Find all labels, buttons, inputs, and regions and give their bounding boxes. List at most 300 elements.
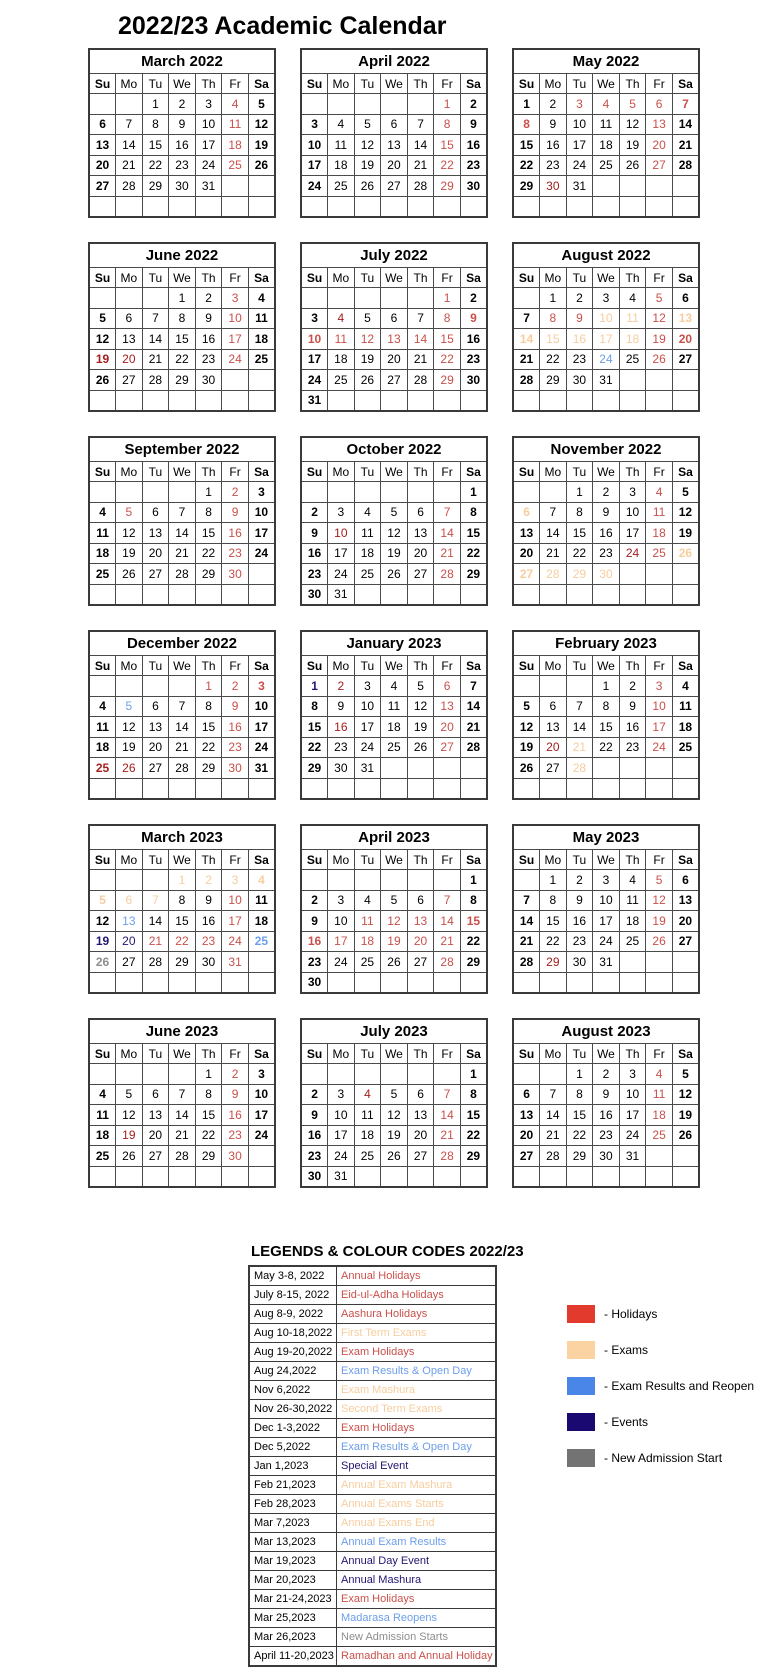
empty-cell bbox=[619, 584, 646, 605]
day-cell: 30 bbox=[460, 370, 487, 391]
empty-cell bbox=[89, 778, 116, 799]
day-header-tu: Tu bbox=[142, 462, 169, 482]
day-cell: 29 bbox=[566, 1146, 593, 1167]
day-cell: 5 bbox=[248, 94, 275, 115]
legend-event: Exam Holidays bbox=[337, 1419, 497, 1438]
day-cell: 10 bbox=[328, 523, 355, 544]
day-cell: 30 bbox=[301, 584, 328, 605]
legend-event: Special Event bbox=[337, 1457, 497, 1476]
day-header-tu: Tu bbox=[142, 850, 169, 870]
day-cell: 20 bbox=[116, 931, 143, 952]
day-cell: 14 bbox=[672, 114, 699, 135]
legend-event: Exam Results & Open Day bbox=[337, 1362, 497, 1381]
day-cell: 30 bbox=[222, 564, 249, 585]
empty-cell bbox=[434, 584, 461, 605]
day-cell: 23 bbox=[540, 155, 567, 176]
day-cell: 3 bbox=[619, 1064, 646, 1085]
day-cell: 21 bbox=[540, 543, 567, 564]
empty-cell bbox=[248, 390, 275, 411]
day-cell: 4 bbox=[328, 308, 355, 329]
empty-cell bbox=[301, 870, 328, 891]
legend-event: Annual Exam Mashura bbox=[337, 1476, 497, 1495]
empty-cell bbox=[354, 1064, 381, 1085]
day-header-sa: Sa bbox=[460, 462, 487, 482]
day-header-sa: Sa bbox=[672, 1044, 699, 1064]
day-cell: 26 bbox=[354, 176, 381, 197]
day-cell: 21 bbox=[460, 717, 487, 738]
day-header-su: Su bbox=[89, 462, 116, 482]
day-cell: 21 bbox=[169, 543, 196, 564]
day-header-sa: Sa bbox=[248, 1044, 275, 1064]
day-header-sa: Sa bbox=[248, 268, 275, 288]
day-cell: 14 bbox=[407, 135, 434, 156]
legend-row bbox=[249, 1552, 496, 1571]
empty-cell bbox=[566, 584, 593, 605]
day-cell: 26 bbox=[116, 564, 143, 585]
day-cell: 7 bbox=[169, 1084, 196, 1105]
day-cell: 11 bbox=[354, 911, 381, 932]
day-cell: 19 bbox=[672, 1105, 699, 1126]
day-cell: 24 bbox=[354, 737, 381, 758]
day-header-we: We bbox=[169, 1044, 196, 1064]
day-cell: 14 bbox=[169, 523, 196, 544]
day-header-sa: Sa bbox=[248, 74, 275, 94]
month-calendar-february-2023 bbox=[512, 630, 700, 800]
day-cell: 5 bbox=[116, 696, 143, 717]
day-cell: 3 bbox=[301, 114, 328, 135]
empty-cell bbox=[354, 870, 381, 891]
empty-cell bbox=[381, 584, 408, 605]
day-cell: 13 bbox=[407, 523, 434, 544]
empty-cell bbox=[619, 196, 646, 217]
day-header-th: Th bbox=[195, 850, 222, 870]
day-cell: 20 bbox=[381, 349, 408, 370]
day-header-tu: Tu bbox=[354, 462, 381, 482]
day-cell: 22 bbox=[142, 155, 169, 176]
month-calendar-may-2023 bbox=[512, 824, 700, 994]
empty-cell bbox=[672, 778, 699, 799]
day-cell: 19 bbox=[116, 1125, 143, 1146]
empty-cell bbox=[593, 196, 620, 217]
day-cell: 3 bbox=[301, 308, 328, 329]
empty-cell bbox=[222, 778, 249, 799]
day-cell: 31 bbox=[619, 1146, 646, 1167]
day-cell: 5 bbox=[407, 676, 434, 697]
day-cell: 20 bbox=[672, 911, 699, 932]
day-cell: 29 bbox=[142, 176, 169, 197]
empty-cell bbox=[328, 778, 355, 799]
day-cell: 25 bbox=[593, 155, 620, 176]
day-cell: 2 bbox=[460, 288, 487, 309]
empty-cell bbox=[434, 390, 461, 411]
day-cell: 17 bbox=[328, 1125, 355, 1146]
day-cell: 12 bbox=[89, 911, 116, 932]
day-header-mo: Mo bbox=[116, 268, 143, 288]
day-header-sa: Sa bbox=[460, 74, 487, 94]
day-cell: 2 bbox=[593, 1064, 620, 1085]
day-cell: 1 bbox=[195, 676, 222, 697]
empty-cell bbox=[222, 196, 249, 217]
color-swatch-icon bbox=[567, 1377, 595, 1395]
day-cell: 28 bbox=[513, 952, 540, 973]
day-cell: 7 bbox=[540, 1084, 567, 1105]
day-cell: 2 bbox=[195, 870, 222, 891]
day-cell: 23 bbox=[195, 349, 222, 370]
day-cell: 27 bbox=[89, 176, 116, 197]
day-cell: 29 bbox=[566, 564, 593, 585]
day-cell: 9 bbox=[222, 502, 249, 523]
day-cell: 8 bbox=[301, 696, 328, 717]
empty-cell bbox=[381, 482, 408, 503]
day-header-su: Su bbox=[89, 268, 116, 288]
day-cell: 31 bbox=[328, 1166, 355, 1187]
color-swatches bbox=[567, 1305, 754, 1485]
day-cell: 27 bbox=[142, 564, 169, 585]
day-cell: 13 bbox=[142, 717, 169, 738]
day-cell: 22 bbox=[195, 543, 222, 564]
day-cell: 24 bbox=[593, 349, 620, 370]
legend-date: Nov 6,2022 bbox=[249, 1381, 337, 1400]
empty-cell bbox=[593, 758, 620, 779]
empty-cell bbox=[646, 196, 673, 217]
day-header-sa: Sa bbox=[672, 656, 699, 676]
empty-cell bbox=[328, 870, 355, 891]
day-cell: 6 bbox=[142, 1084, 169, 1105]
day-cell: 6 bbox=[116, 890, 143, 911]
day-cell: 28 bbox=[566, 758, 593, 779]
empty-cell bbox=[169, 1166, 196, 1187]
day-cell: 6 bbox=[381, 114, 408, 135]
day-cell: 21 bbox=[142, 349, 169, 370]
day-cell: 12 bbox=[248, 114, 275, 135]
month-title: May 2023 bbox=[513, 825, 699, 850]
day-cell: 3 bbox=[354, 676, 381, 697]
day-cell: 2 bbox=[540, 94, 567, 115]
day-cell: 19 bbox=[89, 349, 116, 370]
empty-cell bbox=[328, 390, 355, 411]
day-cell: 31 bbox=[566, 176, 593, 197]
day-cell: 1 bbox=[434, 288, 461, 309]
day-cell: 24 bbox=[619, 1125, 646, 1146]
day-cell: 7 bbox=[142, 890, 169, 911]
empty-cell bbox=[672, 390, 699, 411]
empty-cell bbox=[328, 482, 355, 503]
day-cell: 14 bbox=[434, 1105, 461, 1126]
day-header-su: Su bbox=[513, 1044, 540, 1064]
day-cell: 9 bbox=[460, 114, 487, 135]
empty-cell bbox=[407, 870, 434, 891]
day-cell: 9 bbox=[301, 1105, 328, 1126]
day-cell: 19 bbox=[513, 737, 540, 758]
empty-cell bbox=[381, 778, 408, 799]
day-cell: 5 bbox=[646, 870, 673, 891]
legend-date: April 11-20,2023 bbox=[249, 1647, 337, 1667]
day-cell: 15 bbox=[434, 135, 461, 156]
day-header-su: Su bbox=[301, 74, 328, 94]
color-swatch-icon bbox=[567, 1341, 595, 1359]
day-cell: 15 bbox=[460, 523, 487, 544]
legend-row bbox=[249, 1419, 496, 1438]
day-cell: 26 bbox=[89, 952, 116, 973]
day-cell: 26 bbox=[381, 1146, 408, 1167]
day-cell: 13 bbox=[434, 696, 461, 717]
day-header-su: Su bbox=[301, 268, 328, 288]
empty-cell bbox=[222, 972, 249, 993]
day-cell: 18 bbox=[593, 135, 620, 156]
day-cell: 13 bbox=[672, 890, 699, 911]
day-header-su: Su bbox=[513, 74, 540, 94]
day-cell: 14 bbox=[540, 1105, 567, 1126]
day-cell: 29 bbox=[195, 1146, 222, 1167]
day-cell: 10 bbox=[222, 890, 249, 911]
day-cell: 25 bbox=[248, 349, 275, 370]
day-header-su: Su bbox=[513, 462, 540, 482]
day-cell: 8 bbox=[434, 114, 461, 135]
empty-cell bbox=[540, 1166, 567, 1187]
empty-cell bbox=[460, 778, 487, 799]
day-cell: 23 bbox=[619, 737, 646, 758]
day-cell: 10 bbox=[619, 1084, 646, 1105]
day-cell: 18 bbox=[89, 1125, 116, 1146]
day-cell: 9 bbox=[301, 523, 328, 544]
empty-cell bbox=[89, 196, 116, 217]
day-cell: 29 bbox=[540, 952, 567, 973]
day-cell: 25 bbox=[619, 349, 646, 370]
empty-cell bbox=[672, 1146, 699, 1167]
day-header-we: We bbox=[169, 850, 196, 870]
legend-date: Mar 26,2023 bbox=[249, 1628, 337, 1647]
day-cell: 30 bbox=[169, 176, 196, 197]
empty-cell bbox=[593, 390, 620, 411]
day-cell: 18 bbox=[328, 155, 355, 176]
day-cell: 1 bbox=[142, 94, 169, 115]
day-cell: 5 bbox=[354, 308, 381, 329]
legend-date: May 3-8, 2022 bbox=[249, 1266, 337, 1286]
empty-cell bbox=[407, 196, 434, 217]
day-cell: 6 bbox=[89, 114, 116, 135]
empty-cell bbox=[513, 870, 540, 891]
day-cell: 21 bbox=[672, 135, 699, 156]
day-cell: 3 bbox=[593, 288, 620, 309]
day-cell: 23 bbox=[460, 349, 487, 370]
empty-cell bbox=[407, 482, 434, 503]
day-cell: 7 bbox=[540, 502, 567, 523]
empty-cell bbox=[540, 1064, 567, 1085]
empty-cell bbox=[195, 1166, 222, 1187]
empty-cell bbox=[646, 584, 673, 605]
day-cell: 26 bbox=[116, 758, 143, 779]
empty-cell bbox=[460, 390, 487, 411]
day-cell: 12 bbox=[116, 717, 143, 738]
legend-event: New Admission Starts bbox=[337, 1628, 497, 1647]
day-cell: 1 bbox=[434, 94, 461, 115]
day-cell: 5 bbox=[354, 114, 381, 135]
month-calendar-december-2022 bbox=[88, 630, 276, 800]
day-cell: 9 bbox=[566, 890, 593, 911]
month-title: April 2022 bbox=[301, 49, 487, 74]
day-header-mo: Mo bbox=[116, 1044, 143, 1064]
day-cell: 31 bbox=[328, 584, 355, 605]
day-cell: 31 bbox=[593, 370, 620, 391]
day-cell: 5 bbox=[381, 1084, 408, 1105]
day-header-th: Th bbox=[407, 462, 434, 482]
legend-event: Aashura Holidays bbox=[337, 1305, 497, 1324]
empty-cell bbox=[248, 952, 275, 973]
month-calendar-april-2023 bbox=[300, 824, 488, 994]
day-header-tu: Tu bbox=[354, 850, 381, 870]
day-cell: 12 bbox=[619, 114, 646, 135]
empty-cell bbox=[672, 196, 699, 217]
empty-cell bbox=[142, 196, 169, 217]
day-cell: 19 bbox=[89, 931, 116, 952]
day-cell: 6 bbox=[434, 676, 461, 697]
day-cell: 19 bbox=[354, 349, 381, 370]
empty-cell bbox=[672, 1166, 699, 1187]
day-cell: 22 bbox=[195, 1125, 222, 1146]
day-cell: 29 bbox=[540, 370, 567, 391]
day-cell: 14 bbox=[142, 911, 169, 932]
day-cell: 17 bbox=[222, 329, 249, 350]
day-cell: 15 bbox=[540, 911, 567, 932]
empty-cell bbox=[381, 196, 408, 217]
month-title: October 2022 bbox=[301, 437, 487, 462]
day-cell: 29 bbox=[301, 758, 328, 779]
day-cell: 13 bbox=[381, 135, 408, 156]
month-title: November 2022 bbox=[513, 437, 699, 462]
empty-cell bbox=[434, 1064, 461, 1085]
day-cell: 11 bbox=[672, 696, 699, 717]
day-cell: 14 bbox=[513, 329, 540, 350]
legend-date: Mar 25,2023 bbox=[249, 1609, 337, 1628]
day-cell: 5 bbox=[116, 1084, 143, 1105]
day-cell: 11 bbox=[248, 890, 275, 911]
day-cell: 4 bbox=[89, 502, 116, 523]
legend-date: Aug 19-20,2022 bbox=[249, 1343, 337, 1362]
empty-cell bbox=[301, 288, 328, 309]
empty-cell bbox=[116, 972, 143, 993]
empty-cell bbox=[169, 196, 196, 217]
day-cell: 27 bbox=[646, 155, 673, 176]
empty-cell bbox=[434, 758, 461, 779]
day-cell: 20 bbox=[513, 543, 540, 564]
empty-cell bbox=[169, 390, 196, 411]
day-cell: 26 bbox=[646, 349, 673, 370]
legend-event: Annual Exam Results bbox=[337, 1533, 497, 1552]
day-header-mo: Mo bbox=[540, 268, 567, 288]
day-cell: 8 bbox=[169, 890, 196, 911]
day-cell: 15 bbox=[169, 329, 196, 350]
day-header-mo: Mo bbox=[328, 74, 355, 94]
empty-cell bbox=[434, 972, 461, 993]
legend-row bbox=[249, 1362, 496, 1381]
day-cell: 28 bbox=[116, 176, 143, 197]
day-cell: 19 bbox=[248, 135, 275, 156]
empty-cell bbox=[222, 584, 249, 605]
empty-cell bbox=[540, 584, 567, 605]
day-cell: 26 bbox=[407, 737, 434, 758]
day-cell: 20 bbox=[142, 543, 169, 564]
empty-cell bbox=[540, 676, 567, 697]
day-cell: 11 bbox=[381, 696, 408, 717]
day-cell: 19 bbox=[381, 543, 408, 564]
day-cell: 24 bbox=[248, 1125, 275, 1146]
day-cell: 9 bbox=[593, 1084, 620, 1105]
day-cell: 2 bbox=[566, 288, 593, 309]
day-cell: 9 bbox=[593, 502, 620, 523]
empty-cell bbox=[672, 370, 699, 391]
day-cell: 26 bbox=[619, 155, 646, 176]
day-cell: 14 bbox=[169, 717, 196, 738]
day-header-sa: Sa bbox=[248, 462, 275, 482]
legend-row bbox=[249, 1495, 496, 1514]
day-cell: 13 bbox=[142, 1105, 169, 1126]
day-cell: 9 bbox=[566, 308, 593, 329]
day-cell: 22 bbox=[540, 349, 567, 370]
day-cell: 18 bbox=[619, 911, 646, 932]
day-cell: 25 bbox=[672, 737, 699, 758]
day-cell: 8 bbox=[513, 114, 540, 135]
empty-cell bbox=[248, 1146, 275, 1167]
day-cell: 30 bbox=[460, 176, 487, 197]
day-cell: 23 bbox=[593, 543, 620, 564]
day-cell: 4 bbox=[381, 676, 408, 697]
empty-cell bbox=[195, 972, 222, 993]
day-cell: 21 bbox=[116, 155, 143, 176]
day-cell: 11 bbox=[354, 523, 381, 544]
day-cell: 1 bbox=[301, 676, 328, 697]
day-header-sa: Sa bbox=[672, 850, 699, 870]
day-cell: 24 bbox=[195, 155, 222, 176]
legend-table bbox=[248, 1265, 497, 1667]
legend-row bbox=[249, 1381, 496, 1400]
day-header-fr: Fr bbox=[222, 268, 249, 288]
empty-cell bbox=[593, 972, 620, 993]
empty-cell bbox=[566, 972, 593, 993]
day-cell: 17 bbox=[619, 1105, 646, 1126]
month-calendar-july-2023 bbox=[300, 1018, 488, 1188]
day-cell: 16 bbox=[222, 717, 249, 738]
swatch-label: - Exam Results and Reopen bbox=[604, 1379, 755, 1393]
day-cell: 22 bbox=[460, 543, 487, 564]
day-cell: 23 bbox=[195, 931, 222, 952]
day-header-tu: Tu bbox=[354, 268, 381, 288]
day-cell: 24 bbox=[619, 543, 646, 564]
day-header-sa: Sa bbox=[460, 850, 487, 870]
empty-cell bbox=[566, 390, 593, 411]
legend-event: Exam Holidays bbox=[337, 1343, 497, 1362]
month-title: March 2023 bbox=[89, 825, 275, 850]
day-cell: 25 bbox=[646, 543, 673, 564]
day-cell: 7 bbox=[434, 890, 461, 911]
day-cell: 30 bbox=[195, 370, 222, 391]
day-cell: 14 bbox=[142, 329, 169, 350]
day-header-we: We bbox=[593, 268, 620, 288]
day-cell: 13 bbox=[646, 114, 673, 135]
legend-date: Mar 21-24,2023 bbox=[249, 1590, 337, 1609]
day-cell: 4 bbox=[646, 1064, 673, 1085]
day-cell: 27 bbox=[142, 758, 169, 779]
legend-row bbox=[249, 1343, 496, 1362]
month-calendar-january-2023 bbox=[300, 630, 488, 800]
day-header-mo: Mo bbox=[116, 462, 143, 482]
day-cell: 29 bbox=[460, 952, 487, 973]
day-cell: 19 bbox=[381, 931, 408, 952]
day-cell: 6 bbox=[646, 94, 673, 115]
day-cell: 9 bbox=[540, 114, 567, 135]
day-header-su: Su bbox=[513, 268, 540, 288]
day-cell: 17 bbox=[248, 523, 275, 544]
empty-cell bbox=[328, 288, 355, 309]
